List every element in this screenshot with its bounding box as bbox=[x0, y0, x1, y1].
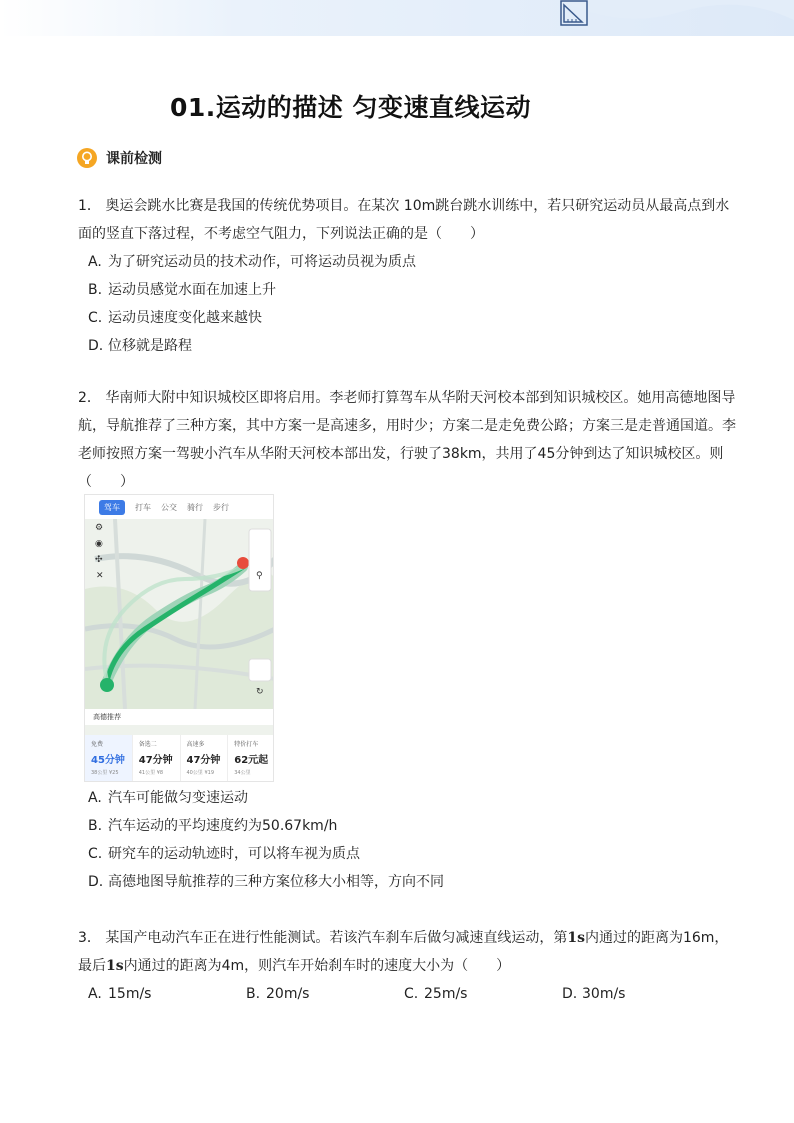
gear-icon: ⚙ bbox=[95, 523, 104, 533]
header-band bbox=[0, 0, 794, 36]
tab-drive: 驾车 bbox=[99, 500, 125, 515]
question-3-options bbox=[78, 980, 738, 1008]
search-icon: ⚲ bbox=[256, 571, 263, 581]
option-a[interactable]: A. 15m/s bbox=[88, 986, 152, 1002]
tab-bus: 公交 bbox=[161, 502, 177, 512]
route-options-panel bbox=[85, 735, 274, 782]
map-mode-tabs bbox=[85, 495, 274, 519]
move-icon: ✣ bbox=[95, 555, 103, 565]
section-title: 课前检测 bbox=[106, 151, 162, 167]
lightbulb-icon bbox=[76, 147, 98, 169]
route-option: 免费 45分钟 38公里 ¥25 bbox=[85, 735, 133, 782]
option-d[interactable]: D. 30m/s bbox=[562, 986, 626, 1002]
option-b[interactable]: B. 运动员感觉水面在加速上升 bbox=[88, 282, 276, 298]
tab-taxi: 打车 bbox=[135, 502, 151, 512]
refresh-icon: ↻ bbox=[256, 687, 264, 697]
option-d[interactable]: D. 高德地图导航推荐的三种方案位移大小相等，方向不同 bbox=[88, 874, 444, 890]
eye-icon: ◉ bbox=[95, 539, 103, 549]
question-stem: 1． 奥运会跳水比赛是我国的传统优势项目。在某次 10m跳台跳水训练中，若只研究运动员从最高点到水面的竖直下落过程，不考虑空气阻力，下列说法正确的是（ ） bbox=[78, 198, 730, 242]
option-b[interactable]: B. 20m/s bbox=[246, 986, 310, 1002]
option-d[interactable]: D. 位移就是路程 bbox=[88, 338, 192, 354]
header-wave-decoration bbox=[560, 0, 794, 36]
option-b[interactable]: B. 汽车运动的平均速度约为50.67km/h bbox=[88, 818, 338, 834]
question-3 bbox=[78, 924, 738, 1008]
page-title: 01.运动的描述 匀变速直线运动 bbox=[170, 93, 531, 122]
map-graphic bbox=[85, 519, 274, 709]
close-icon: ✕ bbox=[96, 571, 104, 581]
recommend-label: 高德推荐 bbox=[85, 709, 274, 725]
option-a[interactable]: A. 为了研究运动员的技术动作，可将运动员视为质点 bbox=[88, 254, 416, 270]
option-a[interactable]: A. 汽车可能做匀变速运动 bbox=[88, 790, 248, 806]
question-1 bbox=[78, 192, 738, 360]
tab-bike: 骑行 bbox=[187, 502, 203, 512]
route-option: 特价打车 62元起 34公里 bbox=[234, 741, 269, 776]
option-c[interactable]: C. 研究车的运动轨迹时，可以将车视为质点 bbox=[88, 846, 360, 862]
question-2 bbox=[78, 384, 738, 496]
navigation-map-image bbox=[84, 494, 274, 782]
question-stem: 2． 华南师大附中知识城校区即将启用。李老师打算驾车从华附天河校本部到知识城校区。她用高德地图导航，导航推荐了三种方案，其中方案一是高速多，用时少；方案二是走免费公路；方案三是走普通国道。李老师按照方案一驾驶小汽车从华附天河校本部出发，行驶了38km，共用了45分钟到达了知识城校区。则（ ） bbox=[78, 390, 736, 490]
route-option: 备选二 47分钟 41公里 ¥8 bbox=[133, 735, 181, 782]
tab-walk: 步行 bbox=[213, 502, 229, 512]
section-header bbox=[76, 146, 162, 170]
route-option: 高速多 47分钟 40公里 ¥19 bbox=[181, 735, 229, 782]
question-stem: 3． 某国产电动汽车正在进行性能测试。若该汽车刹车后做匀减速直线运动，第1s内通过的距离为16m，最后1s内通过的距离为4m，则汽车开始刹车时的速度大小为（ ） bbox=[78, 930, 729, 974]
option-c[interactable]: C. 25m/s bbox=[404, 986, 468, 1002]
ruler-logo-icon bbox=[560, 0, 588, 26]
option-c[interactable]: C. 运动员速度变化越来越快 bbox=[88, 310, 262, 326]
question-2-options bbox=[78, 784, 738, 896]
